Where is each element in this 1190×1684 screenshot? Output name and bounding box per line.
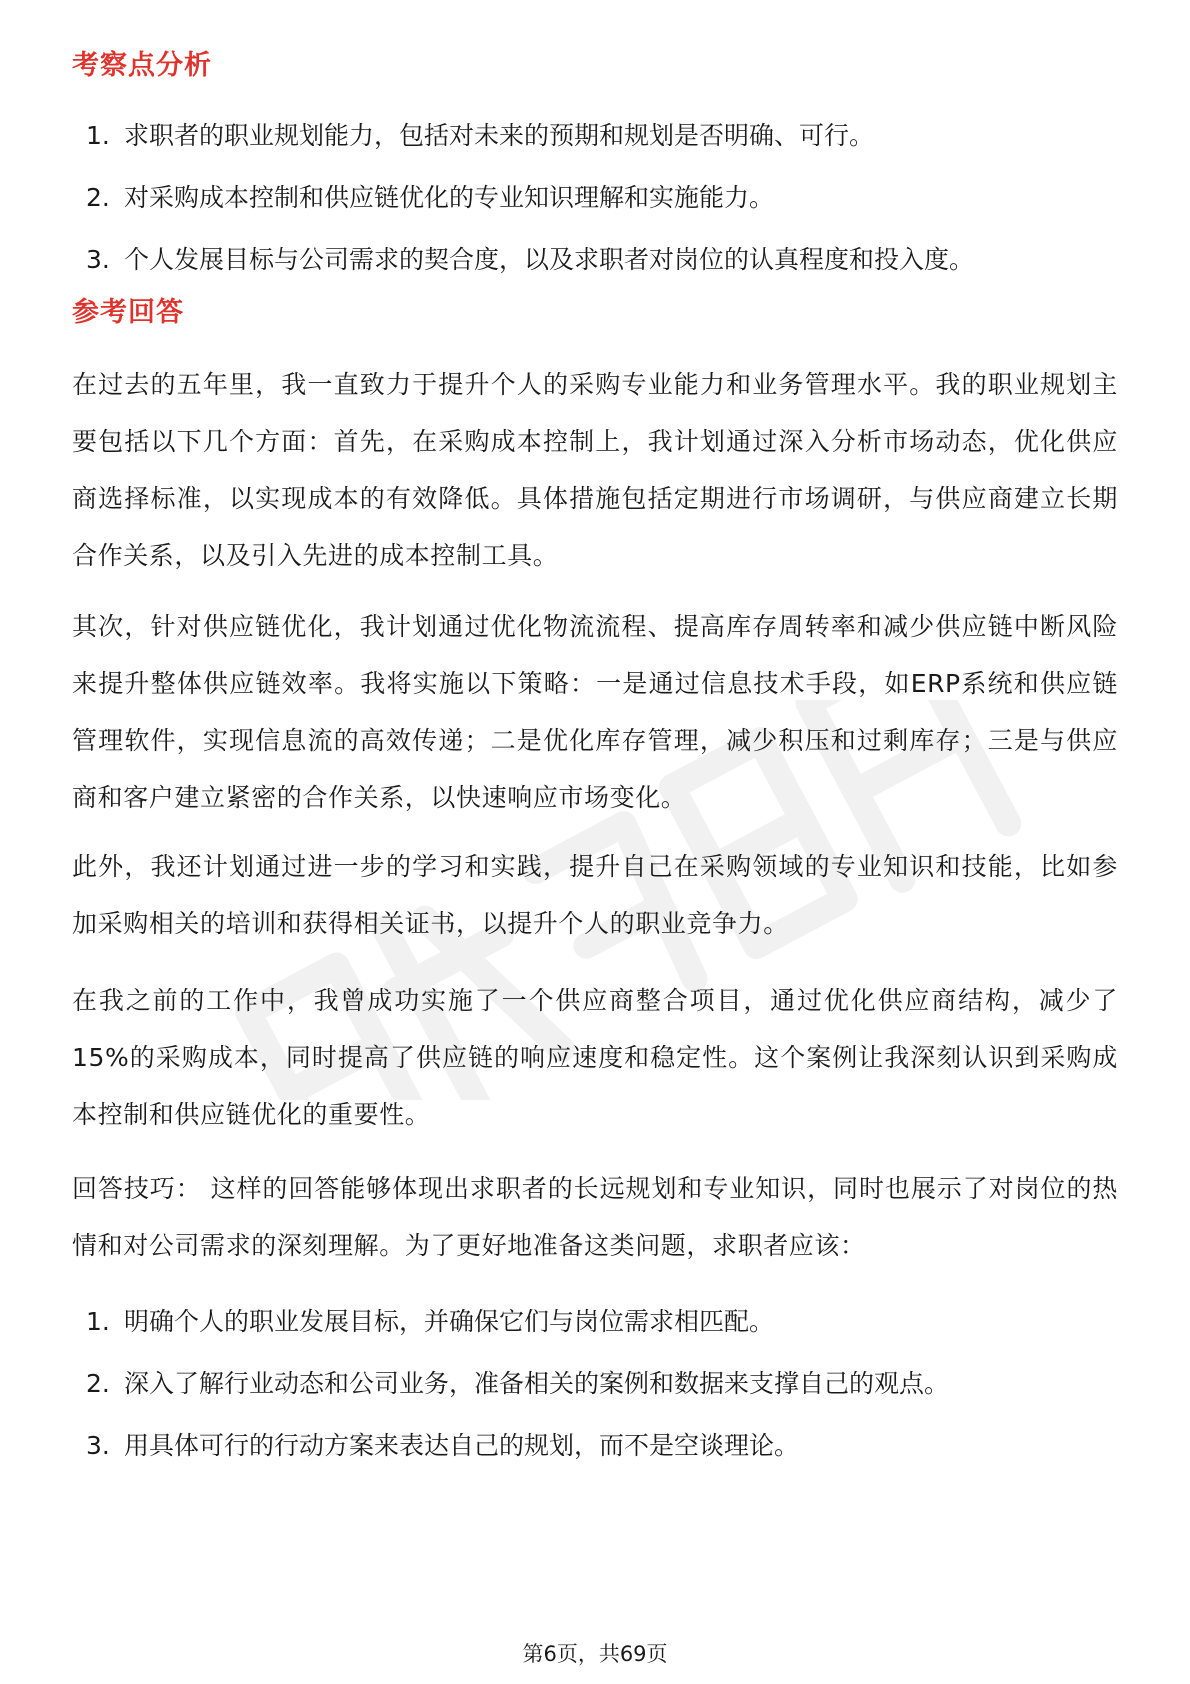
list-text: 深入了解行业动态和公司业务，准备相关的案例和数据来支撑自己的观点。: [124, 1369, 950, 1398]
list-item: [72, 1304, 1132, 1340]
answer-paragraph: 在过去的五年里，我一直致力于提升个人的采购专业能力和业务管理水平。我的职业规划主要包括以下几个方面：首先，在采购成本控制上，我计划通过深入分析市场动态，优化供应商选择标准，以实现成本的有效降低。具体措施包括定期进行市场调研，与供应商建立长期合作关系，以及引入先进的成本控制工具。: [72, 370, 1118, 570]
list-text: 用具体可行的行动方案来表达自己的规划，而不是空谈理论。: [124, 1431, 800, 1460]
list-item: [72, 180, 1132, 216]
list-text: 个人发展目标与公司需求的契合度，以及求职者对岗位的认真程度和投入度。: [124, 245, 975, 274]
answer-paragraph: 其次，针对供应链优化，我计划通过优化物流流程、提高库存周转率和减少供应链中断风险来提升整体供应链效率。我将实施以下策略：一是通过信息技术手段，如ERP系统和供应链管理软件，实现信息流的高效传递；二是优化库存管理，减少积压和过剩库存；三是与供应商和客户建立紧密的合作关系，以快速响应市场变化。: [72, 612, 1118, 812]
section-title-answer: 参考回答: [72, 297, 184, 328]
list-item: [72, 242, 1132, 278]
list-number: 1.: [86, 121, 110, 150]
section-title-analysis: 考察点分析: [72, 50, 212, 81]
analysis-list: [72, 118, 1132, 304]
answer-paragraph: 此外，我还计划通过进一步的学习和实践，提升自己在采购领域的专业知识和技能，比如参加采购相关的培训和获得相关证书，以提升个人的职业竞争力。: [72, 852, 1118, 938]
list-number: 3.: [86, 1431, 110, 1460]
list-item: [72, 1428, 1132, 1464]
list-number: 1.: [86, 1307, 110, 1336]
list-number: 3.: [86, 245, 110, 274]
list-item: [72, 1366, 1132, 1402]
page-number: 第6页，共69页: [522, 1642, 668, 1666]
list-text: 明确个人的职业发展目标，并确保它们与岗位需求相匹配。: [124, 1307, 775, 1336]
list-number: 2.: [86, 183, 110, 212]
list-text: 对采购成本控制和供应链优化的专业知识理解和实施能力。: [124, 183, 775, 212]
list-text: 求职者的职业规划能力，包括对未来的预期和规划是否明确、可行。: [124, 121, 875, 150]
tips-list: [72, 1304, 1132, 1490]
list-item: [72, 118, 1132, 154]
list-number: 2.: [86, 1369, 110, 1398]
answer-tips-paragraph: 回答技巧： 这样的回答能够体现出求职者的长远规划和专业知识，同时也展示了对岗位的热情和对公司需求的深刻理解。为了更好地准备这类问题，求职者应该：: [72, 1174, 1118, 1260]
answer-paragraph: 在我之前的工作中，我曾成功实施了一个供应商整合项目，通过优化供应商结构，减少了15%的采购成本，同时提高了供应链的响应速度和稳定性。这个案例让我深刻认识到采购成本控制和供应链优化的重要性。: [72, 986, 1118, 1129]
